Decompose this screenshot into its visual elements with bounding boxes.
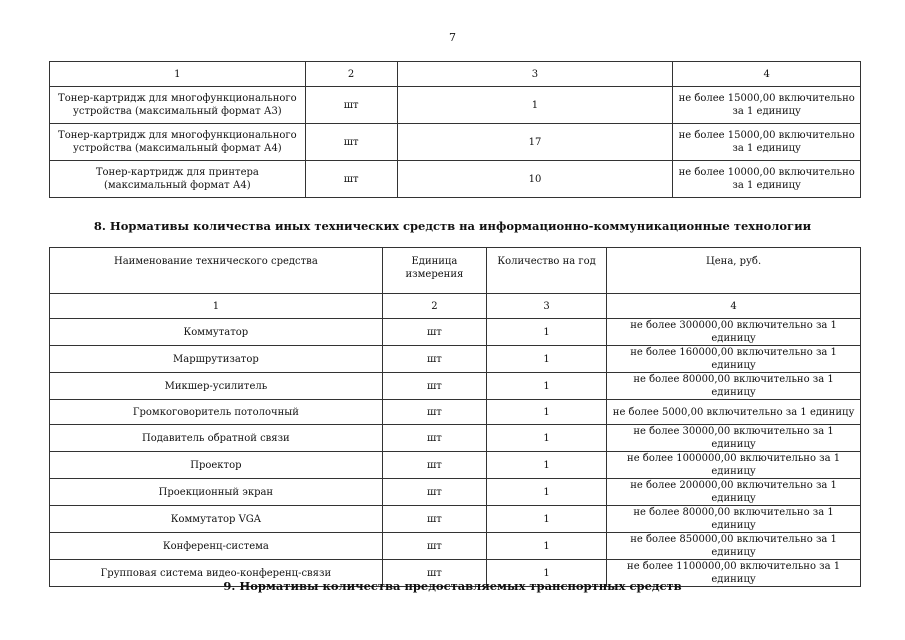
item-price: не более 10000,00 включительно за 1 единицу xyxy=(673,161,861,198)
item-price: не более 160000,00 включительно за 1 единицу xyxy=(607,346,861,373)
item-price: не более 850000,00 включительно за 1 единицу xyxy=(607,533,861,560)
item-quantity: 10 xyxy=(397,161,673,198)
page-number: 7 xyxy=(449,31,456,44)
table-row xyxy=(50,346,861,373)
item-price: не более 15000,00 включительно за 1 единицу xyxy=(673,124,861,161)
item-name: Тонер-картридж для многофункционального устройства (максимальный формат А3) xyxy=(50,87,306,124)
item-unit: шт xyxy=(382,400,486,425)
item-quantity: 17 xyxy=(397,124,673,161)
item-price: не более 30000,00 включительно за 1 единицу xyxy=(607,425,861,452)
table-row xyxy=(50,479,861,506)
table-row xyxy=(50,373,861,400)
item-quantity: 1 xyxy=(487,346,607,373)
column-number-4: 4 xyxy=(607,294,861,319)
item-unit: шт xyxy=(382,319,486,346)
item-unit: шт xyxy=(382,425,486,452)
table-row xyxy=(50,452,861,479)
item-price: не более 300000,00 включительно за 1 единицу xyxy=(607,319,861,346)
column-header-price: Цена, руб. xyxy=(607,248,861,294)
table-row xyxy=(50,124,861,161)
item-name: Маршрутизатор xyxy=(50,346,383,373)
column-number-2: 2 xyxy=(305,62,397,87)
table-row xyxy=(50,161,861,198)
column-number-1: 1 xyxy=(50,294,383,319)
column-header-quantity: Количество на год xyxy=(487,248,607,294)
item-unit: шт xyxy=(382,346,486,373)
column-numbers-row xyxy=(50,294,861,319)
item-unit: шт xyxy=(382,533,486,560)
table-row xyxy=(50,400,861,425)
column-header-name: Наименование технического средства xyxy=(50,248,383,294)
item-name: Коммутатор xyxy=(50,319,383,346)
item-name: Подавитель обратной связи xyxy=(50,425,383,452)
item-quantity: 1 xyxy=(397,87,673,124)
item-name: Проекционный экран xyxy=(50,479,383,506)
column-number-3: 3 xyxy=(397,62,673,87)
item-quantity: 1 xyxy=(487,560,607,587)
item-quantity: 1 xyxy=(487,452,607,479)
item-price: не более 5000,00 включительно за 1 единицу xyxy=(607,400,861,425)
item-unit: шт xyxy=(382,452,486,479)
column-header-unit: Единица измерения xyxy=(382,248,486,294)
item-price: не более 1100000,00 включительно за 1 единицу xyxy=(607,560,861,587)
item-quantity: 1 xyxy=(487,479,607,506)
table-row xyxy=(50,87,861,124)
table-row xyxy=(50,506,861,533)
ict-equipment-table xyxy=(49,247,861,587)
table-row xyxy=(50,533,861,560)
item-unit: шт xyxy=(305,161,397,198)
item-unit: шт xyxy=(382,506,486,533)
item-name: Групповая система видео-конференц-связи xyxy=(50,560,383,587)
table-header-row xyxy=(50,62,861,87)
item-name: Тонер-картридж для многофункционального устройства (максимальный формат А4) xyxy=(50,124,306,161)
item-name: Тонер-картридж для принтера (максимальный формат А4) xyxy=(50,161,306,198)
item-name: Конференц-система xyxy=(50,533,383,560)
item-price: не более 1000000,00 включительно за 1 единицу xyxy=(607,452,861,479)
item-unit: шт xyxy=(382,560,486,587)
item-price: не более 15000,00 включительно за 1 единицу xyxy=(673,87,861,124)
column-number-4: 4 xyxy=(673,62,861,87)
column-number-2: 2 xyxy=(382,294,486,319)
table-row xyxy=(50,319,861,346)
item-unit: шт xyxy=(305,124,397,161)
item-unit: шт xyxy=(305,87,397,124)
item-quantity: 1 xyxy=(487,373,607,400)
item-name: Громкоговоритель потолочный xyxy=(50,400,383,425)
item-quantity: 1 xyxy=(487,425,607,452)
item-name: Проектор xyxy=(50,452,383,479)
item-unit: шт xyxy=(382,373,486,400)
item-quantity: 1 xyxy=(487,533,607,560)
item-quantity: 1 xyxy=(487,506,607,533)
column-number-3: 3 xyxy=(487,294,607,319)
section-8-heading: 8. Нормативы количества иных технических средств на информационно-коммуникационные технологии xyxy=(93,219,812,233)
item-price: не более 200000,00 включительно за 1 единицу xyxy=(607,479,861,506)
item-name: Коммутатор VGA xyxy=(50,506,383,533)
item-quantity: 1 xyxy=(487,319,607,346)
item-name: Микшер-усилитель xyxy=(50,373,383,400)
section-9-heading: 9. Нормативы количества предоставляемых транспортных средств xyxy=(223,579,682,593)
table-header-row xyxy=(50,248,861,294)
toner-cartridge-table xyxy=(49,61,861,198)
item-price: не более 80000,00 включительно за 1 единицу xyxy=(607,506,861,533)
item-unit: шт xyxy=(382,479,486,506)
table-row xyxy=(50,425,861,452)
column-number-1: 1 xyxy=(50,62,306,87)
item-price: не более 80000,00 включительно за 1 единицу xyxy=(607,373,861,400)
item-quantity: 1 xyxy=(487,400,607,425)
